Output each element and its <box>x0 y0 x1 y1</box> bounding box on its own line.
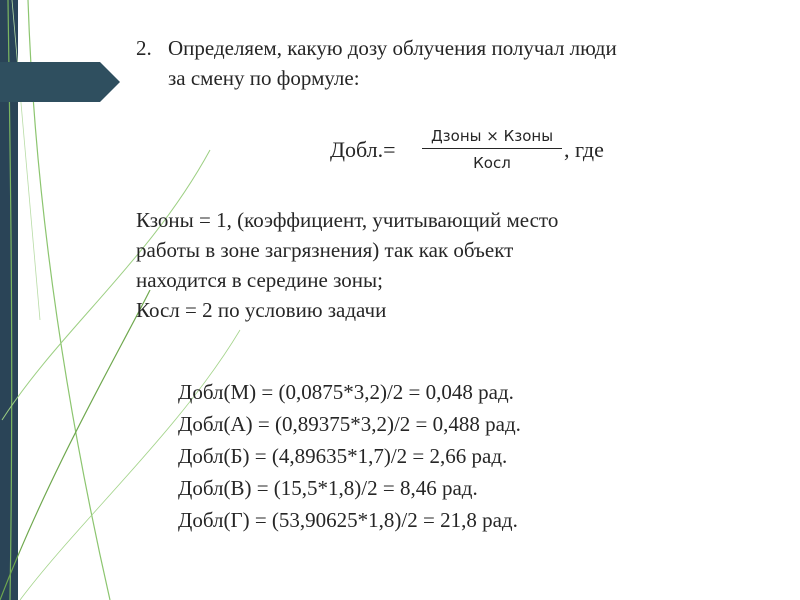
coefficient-explanation <box>136 205 716 325</box>
formula-lhs: Добл.= <box>330 137 396 162</box>
accent-arrow <box>0 62 120 102</box>
result-line-m: Добл(М) = (0,0875*3,2)/2 = 0,048 рад. <box>178 380 514 404</box>
formula-numerator: Дзоны × Кзоны <box>430 127 554 145</box>
result-line-g: Добл(Г) = (53,90625*1,8)/2 = 21,8 рад. <box>178 508 518 532</box>
explanation-line: работы в зоне загрязнения) так как объект <box>136 238 514 262</box>
formula-denominator: Косл <box>473 154 511 172</box>
result-line-b: Добл(Б) = (4,89635*1,7)/2 = 2,66 рад. <box>178 444 508 468</box>
explanation-line: Кзоны = 1, (коэффициент, учитывающий место <box>136 208 559 232</box>
step-text-line-2: за смену по формуле: <box>168 66 360 90</box>
result-line-v: Добл(В) = (15,5*1,8)/2 = 8,46 рад. <box>178 476 478 500</box>
step-text-line-1: Определяем, какую дозу облучения получал люди <box>168 36 617 60</box>
formula-fraction <box>422 125 562 174</box>
result-line-a: Добл(А) = (0,89375*3,2)/2 = 0,488 рад. <box>178 412 521 436</box>
explanation-line: Косл = 2 по условию задачи <box>136 298 387 322</box>
explanation-line: находится в середине зоны; <box>136 268 383 292</box>
dose-results <box>178 376 521 536</box>
step-text <box>168 33 768 93</box>
formula-rhs: , где <box>564 137 604 162</box>
fraction-bar <box>422 148 562 149</box>
step-number: 2. <box>136 36 152 60</box>
